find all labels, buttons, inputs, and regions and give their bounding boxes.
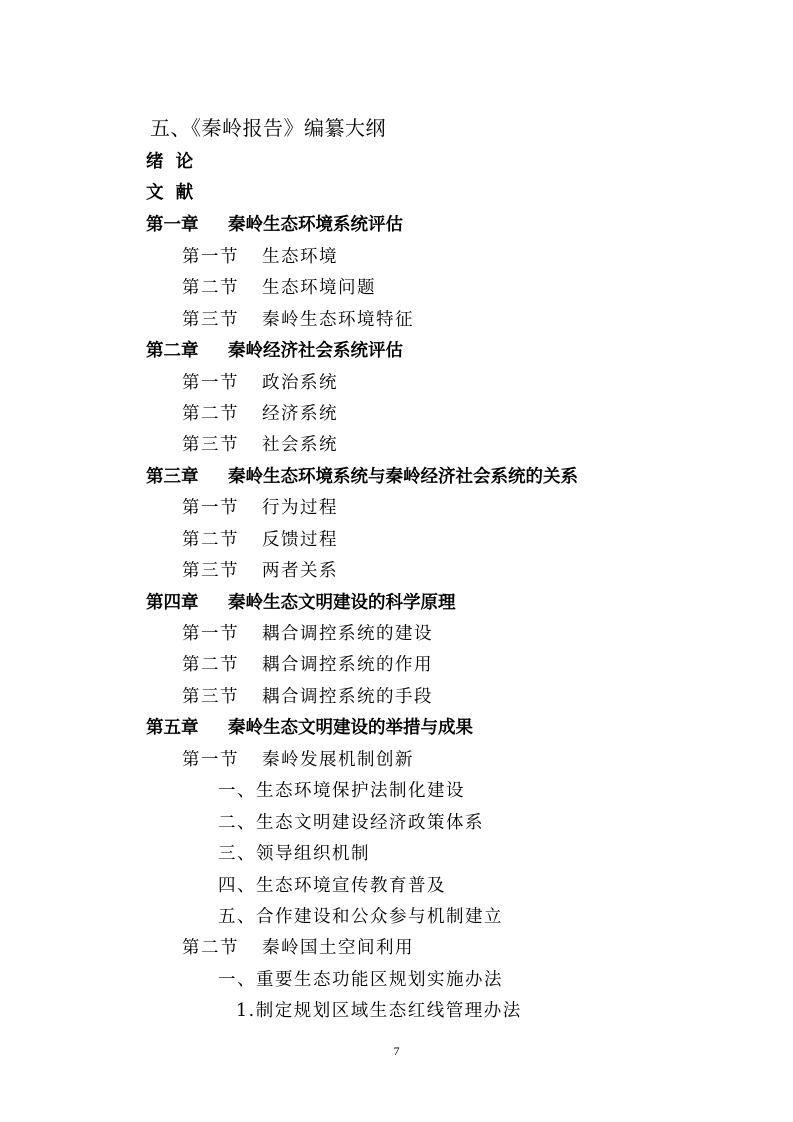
section-label: 第二节 xyxy=(182,404,239,424)
section-title: 秦岭国土空间利用 xyxy=(262,938,414,958)
section-label: 第二节 xyxy=(182,530,239,550)
section-title: 耦合调控系统的作用 xyxy=(262,655,433,675)
page-number: 7 xyxy=(393,1044,400,1058)
chapter-1-section-2 xyxy=(182,277,376,299)
chapter-1-section-3 xyxy=(182,309,414,331)
chapter-2-section-3 xyxy=(182,434,338,456)
section-label: 第一节 xyxy=(182,624,239,644)
section-title: 生态环境 xyxy=(262,247,338,267)
chapter-5-section-2-item-1: 一、重要生态功能区规划实施办法 xyxy=(218,970,503,990)
section-label: 第一节 xyxy=(182,373,239,393)
section-label: 第一节 xyxy=(182,498,239,518)
section-title: 秦岭发展机制创新 xyxy=(262,750,414,770)
section-label: 第三节 xyxy=(182,687,239,707)
section-label: 第三节 xyxy=(182,561,239,581)
chapter-5-section-2-subitem-1: 1.制定规划区域生态红线管理办法 xyxy=(236,1001,522,1021)
chapter-3-section-1 xyxy=(182,497,338,519)
chapter-5-section-1-item-3: 三、领导组织机制 xyxy=(218,844,370,864)
chapter-1 xyxy=(146,214,403,236)
section-title: 耦合调控系统的建设 xyxy=(262,624,433,644)
chapter-4-label: 第四章 xyxy=(146,593,199,613)
chapter-2-label: 第二章 xyxy=(146,341,199,361)
chapter-5-label: 第五章 xyxy=(146,718,199,738)
section-title: 社会系统 xyxy=(262,435,338,455)
section-title: 生态环境问题 xyxy=(262,278,376,298)
section-title: 经济系统 xyxy=(262,404,338,424)
section-label: 第一节 xyxy=(182,247,239,267)
section-label: 第二节 xyxy=(182,938,239,958)
section-title: 秦岭生态环境特征 xyxy=(262,310,414,330)
chapter-1-label: 第一章 xyxy=(146,215,199,235)
literature-heading: 文 献 xyxy=(146,183,194,203)
chapter-4-section-2 xyxy=(182,654,433,676)
intro-heading: 绪 论 xyxy=(146,152,194,172)
section-label: 第二节 xyxy=(182,655,239,675)
chapter-4-title: 秦岭生态文明建设的科学原理 xyxy=(228,593,456,613)
chapter-2-title: 秦岭经济社会系统评估 xyxy=(228,341,403,361)
chapter-3-section-3 xyxy=(182,560,338,582)
chapter-5 xyxy=(146,717,473,739)
chapter-3-title: 秦岭生态环境系统与秦岭经济社会系统的关系 xyxy=(228,467,578,487)
section-label: 第二节 xyxy=(182,278,239,298)
section-title: 耦合调控系统的手段 xyxy=(262,687,433,707)
outline-heading: 五、《秦岭报告》编纂大纲 xyxy=(150,116,386,140)
chapter-3 xyxy=(146,466,578,488)
chapter-3-section-2 xyxy=(182,529,338,551)
chapter-1-title: 秦岭生态环境系统评估 xyxy=(228,215,403,235)
chapter-5-section-2 xyxy=(182,937,414,959)
chapter-4-section-1 xyxy=(182,623,433,645)
chapter-5-title: 秦岭生态文明建设的举措与成果 xyxy=(228,718,473,738)
chapter-5-section-1-item-1: 一、生态环境保护法制化建设 xyxy=(218,781,465,801)
chapter-4 xyxy=(146,592,456,614)
section-title: 行为过程 xyxy=(262,498,338,518)
section-label: 第三节 xyxy=(182,435,239,455)
chapter-2-section-1 xyxy=(182,372,338,394)
chapter-5-section-1 xyxy=(182,749,414,771)
chapter-5-section-1-item-2: 二、生态文明建设经济政策体系 xyxy=(218,813,484,833)
section-title: 两者关系 xyxy=(262,561,338,581)
section-label: 第一节 xyxy=(182,750,239,770)
chapter-5-section-1-item-5: 五、合作建设和公众参与机制建立 xyxy=(218,907,503,927)
chapter-4-section-3 xyxy=(182,686,433,708)
chapter-2-section-2 xyxy=(182,403,338,425)
section-label: 第三节 xyxy=(182,310,239,330)
chapter-5-section-1-item-4: 四、生态环境宣传教育普及 xyxy=(218,876,446,896)
chapter-3-label: 第三章 xyxy=(146,467,199,487)
section-title: 政治系统 xyxy=(262,373,338,393)
section-title: 反馈过程 xyxy=(262,530,338,550)
chapter-2 xyxy=(146,340,403,362)
chapter-1-section-1 xyxy=(182,246,338,268)
